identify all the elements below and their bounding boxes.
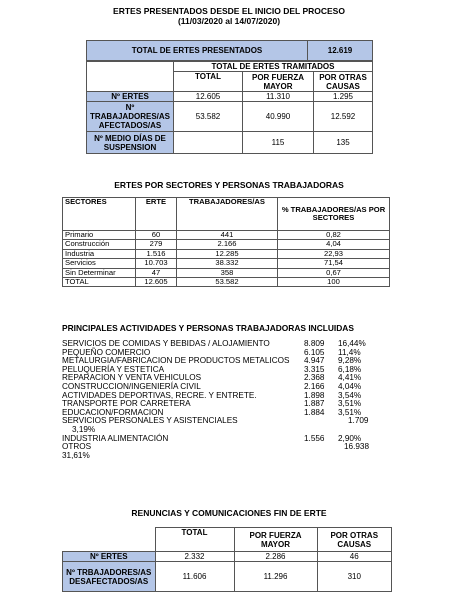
item-pct: 2,90% xyxy=(338,433,362,443)
item-value: 6.105 xyxy=(304,347,325,357)
renuncias-table xyxy=(62,527,392,592)
cell-sector: Construcción xyxy=(63,240,136,249)
col-fuerza: POR FUERZA MAYOR xyxy=(234,528,317,552)
cell-sector: Servicios xyxy=(63,259,136,268)
cell-pct: 22,93 xyxy=(278,249,390,258)
item-pct: 4,04% xyxy=(338,381,362,391)
item-value: 1.887 xyxy=(304,399,325,409)
cell-pct: 4,04 xyxy=(278,240,390,249)
cell-sector: Sin Determinar xyxy=(63,268,136,277)
item-value: 1.898 xyxy=(304,390,325,400)
cell-sector: TOTAL xyxy=(63,278,136,287)
item-name: SERVICIOS PERSONALES Y ASISTENCIALES xyxy=(62,416,238,426)
item-value: 2.166 xyxy=(304,381,325,391)
item-value: 2.368 xyxy=(304,373,325,383)
section1-title: ERTES PRESENTADOS DESDE EL INICIO DEL PROCESO xyxy=(113,6,345,16)
item-name: METALURGIA/FABRICACION DE PRODUCTOS METALICOS xyxy=(62,356,290,366)
ertes-presentados-table xyxy=(86,40,373,61)
table-row xyxy=(87,102,373,132)
list-item xyxy=(62,435,392,444)
cell-erte: 12.605 xyxy=(136,278,177,287)
section4-title: RENUNCIAS Y COMUNICACIONES FIN DE ERTE xyxy=(131,508,327,518)
total-presentados-label: TOTAL DE ERTES PRESENTADOS xyxy=(87,41,308,61)
table-row xyxy=(63,240,390,249)
cell-trab: 38.332 xyxy=(177,259,278,268)
col-total: TOTAL xyxy=(155,528,234,552)
item-value: 1.709 xyxy=(348,416,369,426)
total-presentados-value: 12.619 xyxy=(308,41,373,61)
blank-cell xyxy=(87,72,174,92)
col-fuerza: POR FUERZA MAYOR xyxy=(243,72,314,92)
item-pct: 4,41% xyxy=(338,373,362,383)
tramitados-label: TOTAL DE ERTES TRAMITADOS xyxy=(174,62,373,72)
cell-trab: 53.582 xyxy=(177,278,278,287)
cell-erte: 10.703 xyxy=(136,259,177,268)
item-pct: 9,28% xyxy=(338,356,362,366)
actividades-list xyxy=(62,340,392,460)
row-label: Nº ERTES xyxy=(63,552,156,562)
item-pct: 31,61% xyxy=(62,450,90,460)
cell-erte: 47 xyxy=(136,268,177,277)
section2-title: ERTES POR SECTORES Y PERSONAS TRABAJADORAS xyxy=(114,180,344,190)
list-item xyxy=(62,452,392,461)
cell-fuerza: 11.296 xyxy=(234,562,317,592)
cell-pct: 71,54 xyxy=(278,259,390,268)
item-value: 4.947 xyxy=(304,356,325,366)
cell-total xyxy=(174,132,243,154)
list-item xyxy=(62,417,392,426)
item-pct: 16,44% xyxy=(338,339,366,348)
cell-otras: 310 xyxy=(317,562,392,592)
item-name: INDUSTRIA ALIMENTACIÓN xyxy=(62,433,169,443)
sectores-table xyxy=(62,197,390,287)
cell-sector: Industria xyxy=(63,249,136,258)
cell-trab: 358 xyxy=(177,268,278,277)
col-total: TOTAL xyxy=(174,72,243,92)
item-pct: 11,4% xyxy=(338,347,361,357)
item-pct: 3,51% xyxy=(338,407,362,417)
col-otras: POR OTRAS CAUSAS xyxy=(314,72,373,92)
section3-title: PRINCIPALES ACTIVIDADES Y PERSONAS TRABAJADORAS INCLUIDAS xyxy=(62,323,354,333)
cell-total: 12.605 xyxy=(174,92,243,102)
item-name: TRANSPORTE POR CARRETERA xyxy=(62,399,191,409)
cell-fuerza: 40.990 xyxy=(243,102,314,132)
cell-trab: 2.166 xyxy=(177,240,278,249)
cell-trab: 441 xyxy=(177,231,278,240)
row-label: Nº TRABAJADORES/AS AFECTADOS/AS xyxy=(87,102,174,132)
header-sectores: SECTORES xyxy=(63,198,136,231)
row-label: Nº ERTES xyxy=(87,92,174,102)
item-value: 16.938 xyxy=(344,442,370,452)
cell-fuerza: 11.310 xyxy=(243,92,314,102)
item-name: REPARACION Y VENTA VEHICULOS xyxy=(62,373,202,383)
item-pct: 6,18% xyxy=(338,364,362,374)
item-name: PELUQUERÍA Y ESTETICA xyxy=(62,364,165,374)
cell-erte: 1.516 xyxy=(136,249,177,258)
list-item xyxy=(62,443,392,452)
item-pct: 3,51% xyxy=(338,399,362,409)
cell-otras: 135 xyxy=(314,132,373,154)
cell-pct: 0,67 xyxy=(278,268,390,277)
table-row xyxy=(63,552,392,562)
table-row xyxy=(63,562,392,592)
col-otras: POR OTRAS CAUSAS xyxy=(317,528,392,552)
cell-otras: 12.592 xyxy=(314,102,373,132)
item-name: EDUCACION/FORMACION xyxy=(62,407,164,417)
cell-fuerza: 2.286 xyxy=(234,552,317,562)
cell-otras: 46 xyxy=(317,552,392,562)
cell-pct: 100 xyxy=(278,278,390,287)
item-name: OTROS xyxy=(62,442,92,452)
cell-sector: Primario xyxy=(63,231,136,240)
ertes-tramitados-table xyxy=(86,61,373,154)
table-row xyxy=(63,259,390,268)
item-name: ACTIVIDADES DEPORTIVAS, RECRE. Y ENTRETE. xyxy=(62,390,257,400)
cell-trab: 12.285 xyxy=(177,249,278,258)
blank-cell xyxy=(87,62,174,72)
item-name: SERVICIOS DE COMIDAS Y BEBIDAS / ALOJAMIENTO xyxy=(62,339,270,348)
cell-total: 11.606 xyxy=(155,562,234,592)
item-name: CONSTRUCCION/INGENIERÍA CIVIL xyxy=(62,381,201,391)
item-value: 3.315 xyxy=(304,364,325,374)
cell-erte: 60 xyxy=(136,231,177,240)
header-erte: ERTE xyxy=(136,198,177,231)
item-value: 1.884 xyxy=(304,407,325,417)
header-trabajadores: TRABAJADORES/AS xyxy=(177,198,278,231)
item-name: PEQUEÑO COMERCIO xyxy=(62,347,151,357)
item-pct: 3,19% xyxy=(72,424,96,434)
cell-total: 2.332 xyxy=(155,552,234,562)
item-pct: 3,54% xyxy=(338,390,362,400)
cell-pct: 0,82 xyxy=(278,231,390,240)
row-label: Nº MEDIO DÍAS DE SUSPENSION xyxy=(87,132,174,154)
table-row xyxy=(87,132,373,154)
cell-fuerza: 115 xyxy=(243,132,314,154)
section1-subtitle: (11/03/2020 al 14/07/2020) xyxy=(177,16,281,26)
cell-erte: 279 xyxy=(136,240,177,249)
cell-total: 53.582 xyxy=(174,102,243,132)
item-value: 1.556 xyxy=(304,433,325,443)
header-pct: % TRABAJADORES/AS POR SECTORES xyxy=(278,198,390,231)
item-value: 8.809 xyxy=(304,339,325,348)
blank-cell xyxy=(63,528,156,552)
cell-otras: 1.295 xyxy=(314,92,373,102)
row-label: Nº TRBAJADORES/AS DESAFECTADOS/AS xyxy=(63,562,156,592)
table-row xyxy=(63,278,390,287)
table-row xyxy=(87,92,373,102)
